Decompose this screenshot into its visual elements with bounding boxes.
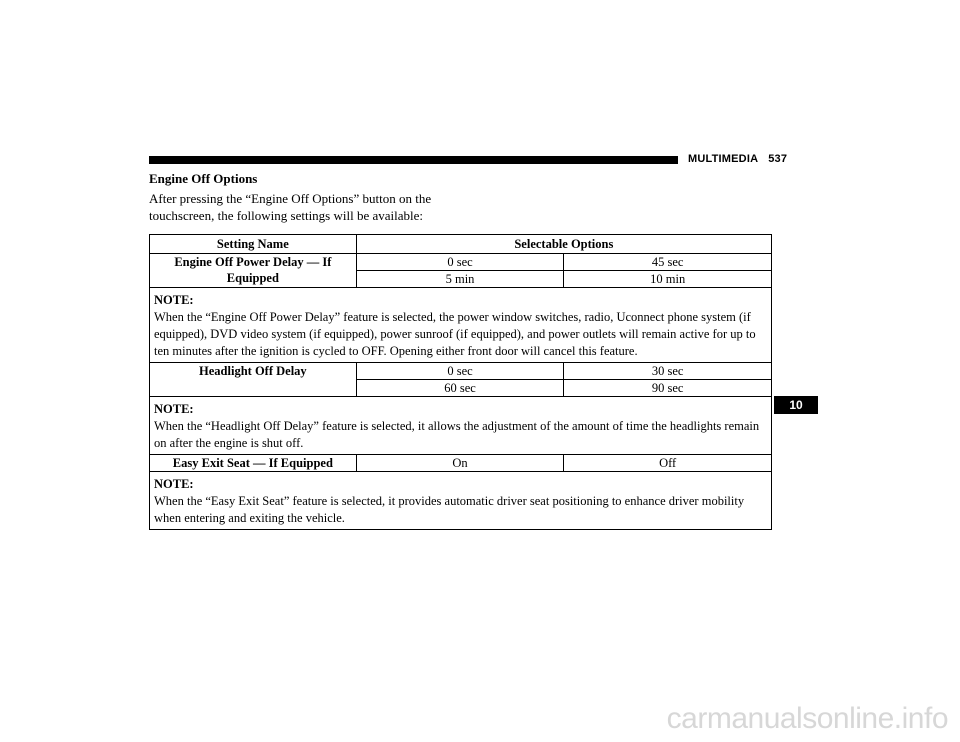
section-title: Engine Off Options: [149, 171, 258, 186]
note-row: [150, 288, 772, 363]
header-setting-name: Setting Name: [150, 235, 357, 254]
page-number: 537: [768, 153, 788, 165]
watermark: carmanualsonline.info: [666, 702, 948, 735]
table-row: [150, 455, 772, 472]
note-cell: [150, 397, 772, 455]
header-section-title: MULTIMEDIA: [688, 153, 759, 165]
option-cell: 45 sec: [564, 254, 772, 271]
note-text: When the “Headlight Off Delay” feature is selected, it allows the adjustment of the amount of time the headlights remain on after the engine is shut off.: [154, 419, 760, 450]
option-cell: 5 min: [356, 271, 564, 288]
table-header-row: [150, 235, 772, 254]
option-cell: 60 sec: [356, 380, 564, 397]
note-cell: [150, 288, 772, 363]
setting-name: Engine Off Power Delay — If Equipped: [150, 254, 357, 288]
table-row: [150, 254, 772, 271]
table-row: [150, 363, 772, 380]
note-row: [150, 397, 772, 455]
option-cell: On: [356, 455, 564, 472]
note-row: [150, 472, 772, 530]
settings-table: [149, 234, 772, 530]
chapter-tab: 10: [774, 396, 818, 414]
setting-name: Easy Exit Seat — If Equipped: [150, 455, 357, 472]
header-selectable-options: Selectable Options: [356, 235, 771, 254]
note-title: NOTE:: [154, 477, 194, 491]
option-cell: 90 sec: [564, 380, 772, 397]
option-cell: 0 sec: [356, 363, 564, 380]
note-text: When the “Easy Exit Seat” feature is selected, it provides automatic driver seat positioning to enhance driver mobility when entering and exiting the vehicle.: [154, 494, 745, 525]
note-title: NOTE:: [154, 402, 194, 416]
option-cell: 30 sec: [564, 363, 772, 380]
setting-name: Headlight Off Delay: [150, 363, 357, 397]
header-rule: [149, 156, 678, 164]
option-cell: Off: [564, 455, 772, 472]
option-cell: 10 min: [564, 271, 772, 288]
running-header: [688, 153, 787, 165]
note-text: When the “Engine Off Power Delay” feature is selected, the power window switches, radio, Uconnect phone system (if equipped), DVD video system (if equipped), power sunroof (if equipped), and power outlets will remain active for up to ten minutes after the ignition is cycled to OFF. Opening either front door will cancel this feature.: [154, 310, 756, 358]
option-cell: 0 sec: [356, 254, 564, 271]
intro-paragraph: After pressing the “Engine Off Options” button on the touchscreen, the following settings will be available:: [149, 191, 432, 223]
note-cell: [150, 472, 772, 530]
note-title: NOTE:: [154, 293, 194, 307]
